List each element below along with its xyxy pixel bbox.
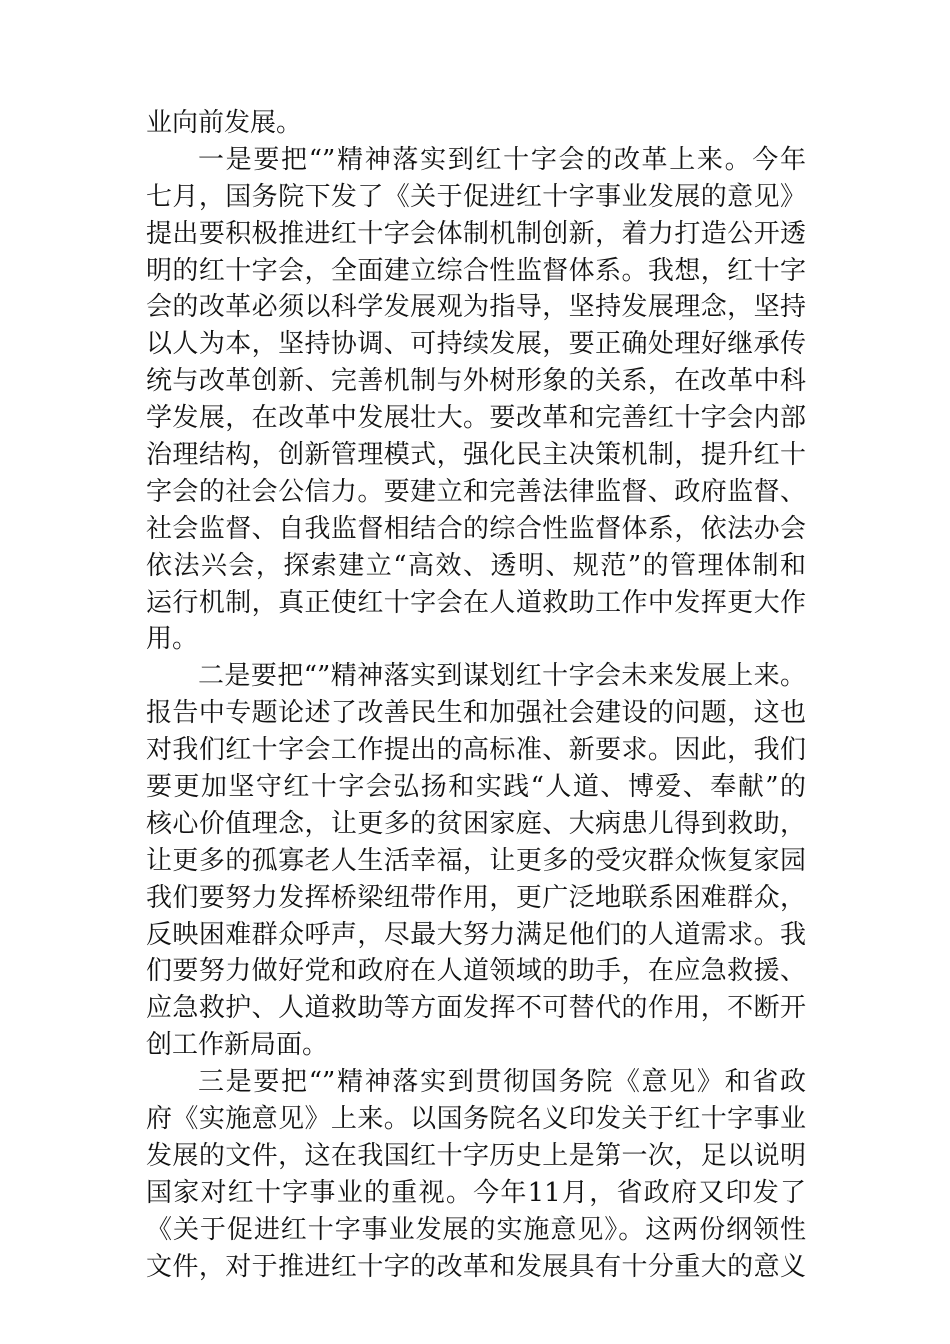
text-line: 七月，国务院下发了《关于促进红十字事业发展的意见》: [146, 181, 806, 212]
text-line: 让更多的孤寡老人生活幸福，让更多的受灾群众恢复家园: [146, 845, 806, 876]
text-line: 要更加坚守红十字会弘扬和实践“人道、博爱、奉献”的: [146, 772, 806, 803]
text-line: 府《实施意见》上来。以国务院名义印发关于红十字事业: [146, 1104, 806, 1135]
text-line: 创工作新局面。: [146, 1030, 329, 1061]
text-line: 社会监督、自我监督相结合的综合性监督体系，依法办会: [146, 513, 806, 544]
paragraph-reform: [146, 142, 806, 658]
text-line: 治理结构，创新管理模式，强化民主决策机制，提升红十: [146, 440, 806, 471]
document-body: [146, 105, 806, 1286]
text-line: 字会的社会公信力。要建立和完善法律监督、政府监督、: [146, 476, 806, 507]
text-line: 业向前发展。: [146, 108, 303, 138]
text-line: 应急救护、人道救助等方面发挥不可替代的作用，不断开: [146, 993, 806, 1024]
paragraph-future-development: [146, 658, 806, 1064]
text-line: 学发展，在改革中发展壮大。要改革和完善红十字会内部: [146, 403, 806, 434]
text-line: 发展的文件，这在我国红十字历史上是第一次，足以说明: [146, 1140, 806, 1171]
paragraph-intro-tail: [146, 105, 806, 142]
text-line: 国家对红十字事业的重视。今年11月，省政府又印发了: [146, 1177, 806, 1208]
text-line: 以人为本，坚持协调、可持续发展，要正确处理好继承传: [146, 329, 806, 360]
text-line: 会的改革必须以科学发展观为指导，坚持发展理念，坚持: [146, 292, 806, 323]
text-line: 核心价值理念，让更多的贫困家庭、大病患儿得到救助，: [146, 808, 806, 839]
text-line: 运行机制，真正使红十字会在人道救助工作中发挥更大作: [146, 587, 806, 618]
text-line: 统与改革创新、完善机制与外树形象的关系，在改革中科: [146, 366, 806, 397]
text-line: 依法兴会，探索建立“高效、透明、规范”的管理体制和: [146, 550, 806, 581]
text-line: 对我们红十字会工作提出的高标准、新要求。因此，我们: [146, 735, 806, 766]
text-line: 用。: [146, 624, 199, 655]
text-line: 反映困难群众呼声，尽最大努力满足他们的人道需求。我: [146, 919, 806, 950]
text-line: 报告中专题论述了改善民生和加强社会建设的问题，这也: [146, 698, 806, 729]
text-line: 三是要把“”精神落实到贯彻国务院《意见》和省政: [198, 1067, 806, 1098]
paragraph-state-council-opinion: [146, 1064, 806, 1285]
text-line: 二是要把“”精神落实到谋划红十字会未来发展上来。: [198, 661, 806, 692]
text-line: 一是要把“”精神落实到红十字会的改革上来。今年: [198, 144, 806, 175]
text-line: 明的红十字会，全面建立综合性监督体系。我想，红十字: [146, 255, 806, 286]
text-line: 们要努力做好党和政府在人道领域的助手，在应急救援、: [146, 956, 806, 987]
text-line: 《关于促进红十字事业发展的实施意见》。这两份纲领性: [146, 1214, 806, 1245]
text-line: 提出要积极推进红十字会体制机制创新，着力打造公开透: [146, 218, 806, 249]
text-line: 我们要努力发挥桥梁纽带作用，更广泛地联系困难群众，: [146, 882, 806, 913]
text-line: 文件，对于推进红十字的改革和发展具有十分重大的意义: [146, 1251, 806, 1282]
